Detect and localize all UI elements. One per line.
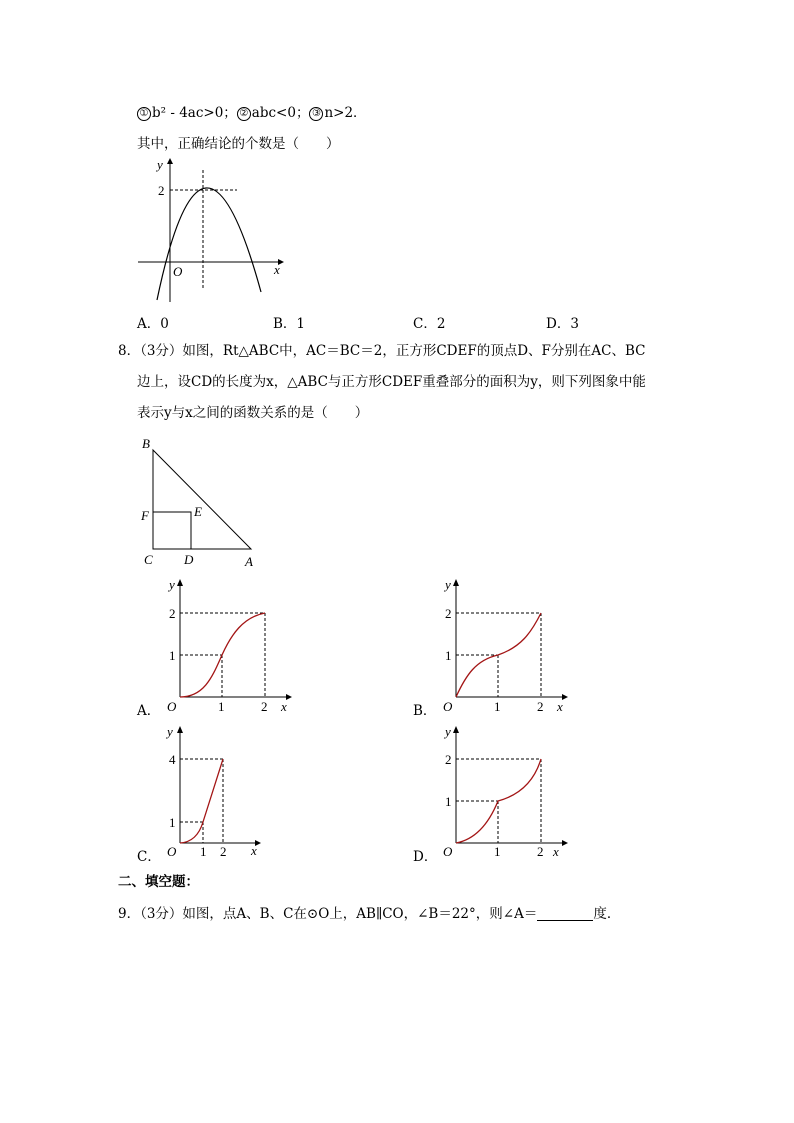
q7-conditions (137, 104, 367, 122)
q7-question: 其中，正确结论的个数是（ ） (137, 136, 340, 152)
section-2-title: 二、填空题： (118, 874, 199, 890)
q7-option-c[interactable]: C．2 (413, 316, 446, 332)
graph-c-curve (180, 759, 223, 843)
q7-option-b[interactable]: B．1 (273, 316, 306, 332)
q8-graph-a (155, 575, 300, 720)
q8-option-d[interactable]: D． (413, 849, 438, 865)
graph-b-xtick-2: 2 (537, 699, 544, 714)
graph-c-xtick-1: 1 (200, 844, 207, 859)
graph-c-x-label: x (251, 843, 257, 858)
graph-a-y-arrow (177, 579, 183, 586)
graph-a-ytick-2: 2 (169, 606, 176, 621)
graph-c-ytick-1: 1 (169, 815, 176, 830)
graph-d-xtick-2: 2 (537, 844, 544, 859)
graph-a-xtick-2: 2 (261, 699, 268, 714)
cond1-text: b² - 4ac>0； (152, 105, 237, 121)
graph-b-xtick-1: 1 (494, 699, 501, 714)
q8-line-1: 8．（3分）如图，Rt△ABC中，AC＝BC＝2，正方形CDEF的顶点D、F分别在AC、BC (118, 343, 646, 359)
graph-a-x-label: x (281, 699, 287, 714)
cond3-marker: ③ (309, 107, 323, 121)
cond2-marker: ② (237, 107, 251, 121)
graph-c-xtick-2: 2 (220, 844, 227, 859)
graph-a-origin: O (167, 699, 177, 714)
graph-b-y-arrow (453, 579, 459, 586)
label-f: F (141, 508, 149, 523)
graph-a-x-arrow (286, 694, 292, 700)
q7-y-label: y (157, 157, 163, 172)
q7-option-d[interactable]: D．3 (546, 316, 579, 332)
graph-d-ytick-2: 2 (445, 752, 452, 767)
graph-d-x-arrow (562, 840, 568, 846)
graph-b-ytick-1: 1 (445, 648, 452, 663)
q8-graph-c (155, 722, 300, 867)
q9-answer-blank[interactable] (537, 906, 593, 921)
graph-d-ytick-1: 1 (445, 794, 452, 809)
q9-line (118, 905, 620, 923)
label-e: E (194, 504, 202, 519)
q8-option-a[interactable]: A． (137, 703, 161, 719)
q7-tick-2: 2 (158, 183, 165, 198)
graph-b-y-label: y (445, 577, 451, 592)
label-d: D (184, 552, 194, 567)
triangle-abc (153, 450, 251, 549)
q7-parabola (157, 188, 261, 300)
graph-b-ytick-2: 2 (445, 606, 452, 621)
q8-triangle-figure (138, 436, 268, 571)
q9-prefix: 9．（3分）如图，点A、B、C在⊙O上，AB∥CO，∠B＝22°，则∠A＝ (118, 906, 538, 922)
graph-d-y-arrow (453, 726, 459, 733)
graph-d-y-label: y (445, 724, 451, 739)
graph-d-xtick-1: 1 (494, 844, 501, 859)
q7-parabola-graph (130, 155, 290, 305)
graph-b-x-arrow (562, 694, 568, 700)
graph-a-y-label: y (169, 577, 175, 592)
label-c: C (144, 552, 153, 567)
graph-b-origin: O (443, 699, 453, 714)
label-a: A (245, 554, 253, 569)
square-cdef (153, 512, 191, 549)
q7-x-label: x (274, 262, 280, 277)
q8-line-3: 表示y与x之间的函数关系的是（ ） (137, 405, 369, 421)
q7-origin-label: O (173, 264, 183, 279)
graph-c-origin: O (167, 844, 177, 859)
graph-d-origin: O (443, 844, 453, 859)
q7-option-a[interactable]: A．0 (137, 316, 169, 332)
graph-a-ytick-1: 1 (169, 648, 176, 663)
q8-line-2: 边上，设CD的长度为x，△ABC与正方形CDEF重叠部分的面积为y，则下列图象中能 (137, 374, 646, 390)
graph-b-x-label: x (557, 699, 563, 714)
q8-option-c[interactable]: C． (137, 849, 161, 865)
cond3-text: n>2． (324, 105, 367, 121)
graph-c-y-arrow (177, 726, 183, 733)
label-b: B (142, 436, 150, 451)
graph-d-x-label: x (553, 844, 559, 859)
q8-graph-b (431, 575, 576, 720)
q7-y-arrow (167, 158, 173, 164)
q8-option-b[interactable]: B． (413, 703, 437, 719)
q8-graph-d (431, 722, 576, 867)
cond2-text: abc<0； (251, 105, 310, 121)
graph-a-xtick-1: 1 (218, 699, 225, 714)
graph-c-ytick-4: 4 (169, 752, 176, 767)
graph-c-y-label: y (167, 724, 173, 739)
q9-suffix: 度． (593, 906, 621, 922)
cond1-marker: ① (137, 107, 151, 121)
